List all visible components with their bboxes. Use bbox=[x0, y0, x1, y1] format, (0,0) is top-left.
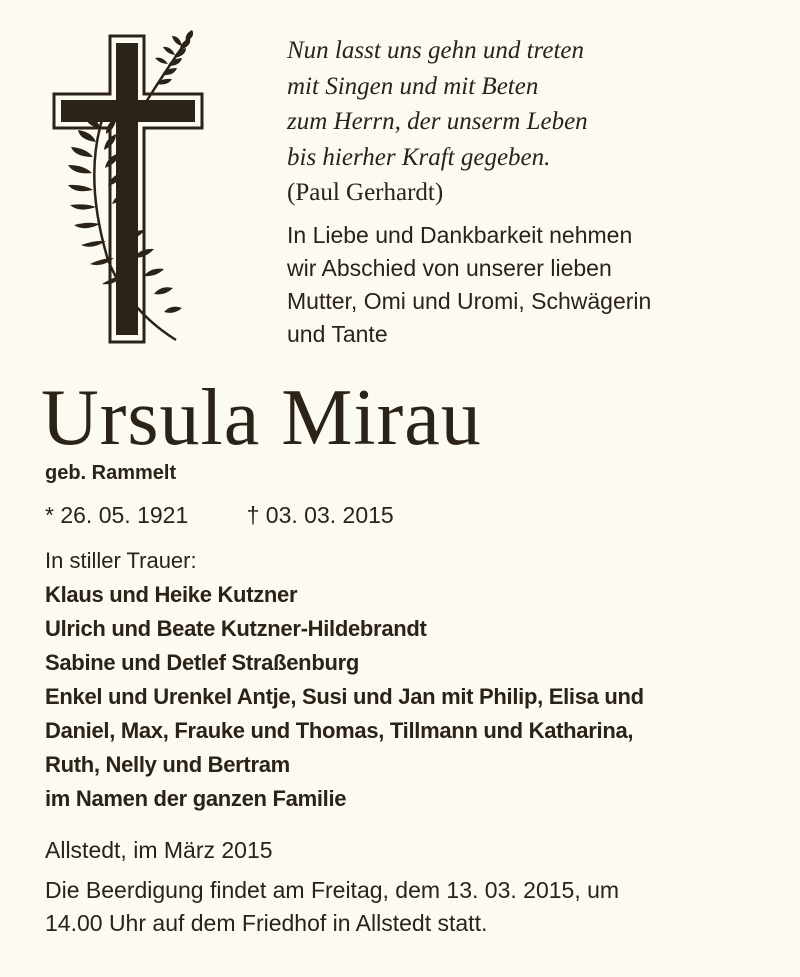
mourner-line: Sabine und Detlef Straßenburg bbox=[45, 650, 359, 675]
poem-line: bis hierher Kraft gegeben. bbox=[287, 143, 551, 171]
mourner-line: Enkel und Urenkel Antje, Susi und Jan mit Philip, Elisa und bbox=[45, 684, 644, 709]
poem-line: zum Herrn, der unserm Leben bbox=[287, 108, 588, 135]
mourner-line: Ulrich und Beate Kutzner-Hildebrandt bbox=[45, 616, 427, 641]
mourner-line: Ruth, Nelly und Bertram bbox=[45, 752, 290, 777]
life-dates bbox=[45, 499, 394, 531]
funeral-line: 14.00 Uhr auf dem Friedhof in Allstedt statt. bbox=[45, 910, 488, 936]
death-date: † 03. 03. 2015 bbox=[246, 502, 394, 528]
farewell-line: Mutter, Omi und Uromi, Schwägerin bbox=[287, 288, 652, 314]
maiden-name: geb. Rammelt bbox=[45, 462, 177, 484]
farewell-line: In Liebe und Dankbarkeit nehmen bbox=[287, 222, 633, 248]
funeral-info bbox=[45, 874, 785, 940]
mourners-heading: In stiller Trauer: bbox=[45, 548, 197, 573]
mourner-line: Daniel, Max, Frauke und Thomas, Tillmann und Katharina, bbox=[45, 718, 634, 743]
poem-line: Nun lasst uns gehn und treten bbox=[287, 37, 584, 64]
cross-with-palm-branch-icon bbox=[48, 30, 208, 346]
poem-quote bbox=[287, 33, 787, 211]
poem-line: mit Singen und mit Beten bbox=[287, 72, 539, 100]
mourners-list bbox=[45, 544, 785, 816]
deceased-name: Ursula Mirau bbox=[41, 374, 482, 462]
funeral-line: Die Beerdigung findet am Freitag, dem 13. 03. 2015, um bbox=[45, 877, 620, 903]
mourner-line: im Namen der ganzen Familie bbox=[45, 786, 347, 811]
birth-date: * 26. 05. 1921 bbox=[45, 502, 189, 528]
mourner-line: Klaus und Heike Kutzner bbox=[45, 582, 298, 607]
farewell-line: wir Abschied von unserer lieben bbox=[287, 255, 612, 281]
farewell-text bbox=[287, 219, 787, 351]
farewell-line: und Tante bbox=[287, 321, 388, 347]
poem-author: (Paul Gerhardt) bbox=[287, 179, 444, 206]
place-and-date: Allstedt, im März 2015 bbox=[45, 837, 273, 863]
